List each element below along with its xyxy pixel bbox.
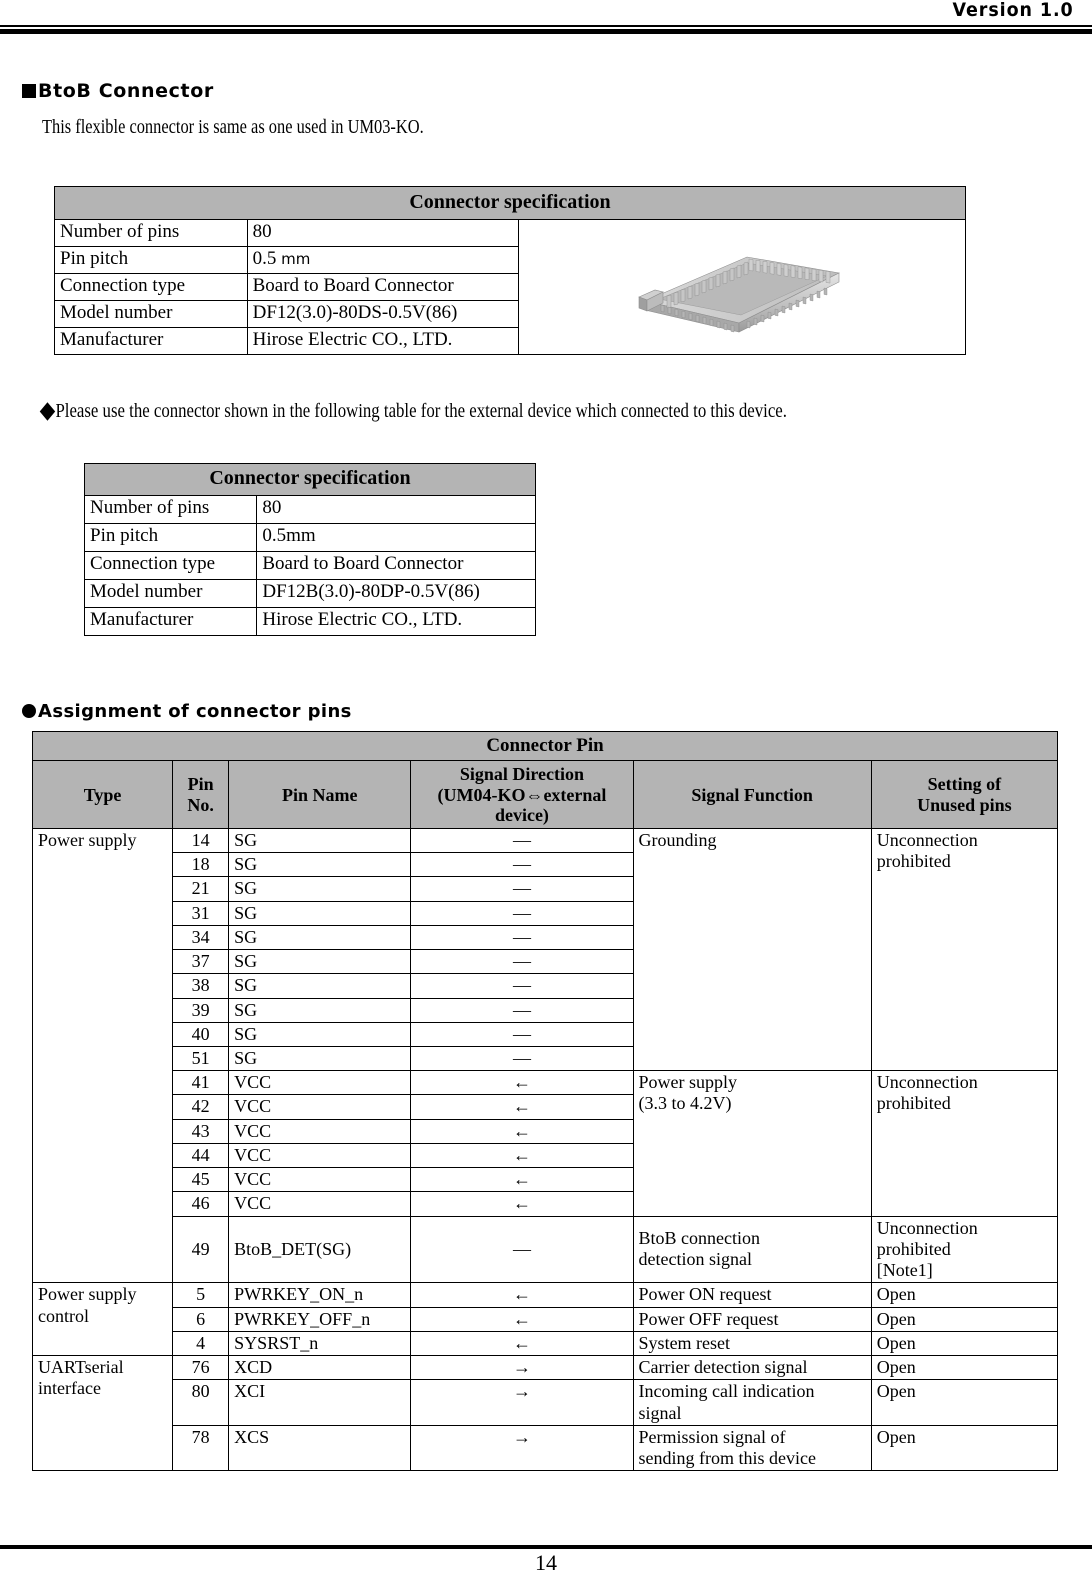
spec2-label-pitch: Pin pitch xyxy=(85,524,257,552)
pin-name: SG xyxy=(229,828,411,852)
table-row xyxy=(33,1356,1058,1380)
pin-name: SG xyxy=(229,877,411,901)
pin-direction: — xyxy=(411,1022,633,1046)
table-row xyxy=(33,1425,1058,1470)
pin-no: 44 xyxy=(173,1143,229,1167)
connector-usage-note-label: Please use the connector shown in the following table for the external device which connected to this device. xyxy=(55,400,787,422)
table-row xyxy=(85,524,536,552)
spec1-label-model: Model number xyxy=(55,301,248,328)
pin-no: 43 xyxy=(173,1119,229,1143)
spec2-value-mfr: Hirose Electric CO., LTD. xyxy=(257,608,536,636)
row-type-l1: Power supply xyxy=(38,1284,137,1305)
pin-no: 14 xyxy=(173,828,229,852)
pin-direction: ← xyxy=(411,1071,633,1095)
circle-bullet-icon xyxy=(22,704,36,718)
pin-no: 78 xyxy=(173,1425,229,1470)
pin-no: 49 xyxy=(173,1216,229,1283)
header-rule-thick xyxy=(0,29,1092,34)
spec1-value-model: DF12(3.0)-80DS-0.5V(86) xyxy=(247,301,518,328)
pin-name: SG xyxy=(229,853,411,877)
col-header-pin-no-l2: No. xyxy=(187,794,214,815)
col-header-type: Type xyxy=(33,761,173,828)
unused-setting-l2: prohibited xyxy=(876,1238,951,1259)
pin-direction: → xyxy=(411,1425,633,1470)
table-row xyxy=(33,1216,1058,1283)
pin-name: VCC xyxy=(229,1119,411,1143)
col-header-direction-l1: Signal Direction xyxy=(459,764,585,785)
signal-function: Carrier detection signal xyxy=(633,1356,871,1380)
pin-name: PWRKEY_ON_n xyxy=(229,1283,411,1307)
pin-name: VCC xyxy=(229,1071,411,1095)
pin-no: 34 xyxy=(173,925,229,949)
pin-no: 80 xyxy=(173,1380,229,1425)
unused-setting-l2: prohibited xyxy=(876,1093,951,1114)
unused-setting: Open xyxy=(871,1356,1057,1380)
row-type-uart-serial-interface xyxy=(33,1356,173,1471)
signal-function xyxy=(633,1380,871,1425)
row-type-power-supply-control xyxy=(33,1283,173,1356)
row-type-l2: interface xyxy=(38,1378,101,1399)
pin-no: 37 xyxy=(173,950,229,974)
intro-paragraph: This flexible connector is same as one used in UM03-KO. xyxy=(42,116,424,138)
pin-no: 41 xyxy=(173,1071,229,1095)
pin-direction: ← xyxy=(411,1095,633,1119)
pin-direction: ← xyxy=(411,1331,633,1355)
pin-name: SG xyxy=(229,901,411,925)
spec1-label-mfr: Manufacturer xyxy=(55,328,248,355)
spec2-value-pitch: 0.5mm xyxy=(257,524,536,552)
pin-name: VCC xyxy=(229,1168,411,1192)
table-row xyxy=(33,1283,1058,1307)
spec2-value-conntype: Board to Board Connector xyxy=(257,552,536,580)
pin-name: BtoB_DET(SG) xyxy=(229,1216,411,1283)
spec1-label-pins: Number of pins xyxy=(55,220,248,247)
col-header-signal-function: Signal Function xyxy=(633,761,871,828)
pin-name: XCI xyxy=(229,1380,411,1425)
col-header-direction-l3: device) xyxy=(494,804,549,825)
table-row xyxy=(85,552,536,580)
pin-no: 39 xyxy=(173,998,229,1022)
unused-setting-l2: prohibited xyxy=(876,851,951,872)
pin-direction: — xyxy=(411,901,633,925)
pin-direction: ← xyxy=(411,1307,633,1331)
signal-function: System reset xyxy=(633,1331,871,1355)
spec2-label-pins: Number of pins xyxy=(85,496,257,524)
signal-function: Power ON request xyxy=(633,1283,871,1307)
unused-setting: Open xyxy=(871,1307,1057,1331)
pin-direction: ← xyxy=(411,1143,633,1167)
unused-setting-note: [Note1] xyxy=(876,1260,933,1281)
signal-function xyxy=(633,1425,871,1470)
connector-photo-cell xyxy=(518,220,966,355)
pin-no: 45 xyxy=(173,1168,229,1192)
section-heading-btob-connector-label: BtoB Connector xyxy=(38,80,214,102)
pin-name: SG xyxy=(229,974,411,998)
spec2-label-model: Model number xyxy=(85,580,257,608)
pin-direction: → xyxy=(411,1356,633,1380)
spec2-value-model: DF12B(3.0)-80DP-0.5V(86) xyxy=(257,580,536,608)
page-number: 14 xyxy=(535,1550,557,1575)
pin-name: SG xyxy=(229,950,411,974)
pin-direction: — xyxy=(411,998,633,1022)
spec1-label-pitch: Pin pitch xyxy=(55,247,248,274)
header-rule-thin xyxy=(0,25,1092,27)
pin-no: 38 xyxy=(173,974,229,998)
page-header xyxy=(0,0,1092,40)
pin-no: 76 xyxy=(173,1356,229,1380)
pin-direction: ← xyxy=(411,1168,633,1192)
pin-name: VCC xyxy=(229,1095,411,1119)
table-row xyxy=(33,1331,1058,1355)
spec1-value-pins: 80 xyxy=(247,220,518,247)
pin-no: 31 xyxy=(173,901,229,925)
signal-function-l1: BtoB connection xyxy=(638,1228,761,1249)
table-row xyxy=(85,580,536,608)
spec2-label-mfr: Manufacturer xyxy=(85,608,257,636)
spec1-label-conntype: Connection type xyxy=(55,274,248,301)
spec2-label-conntype: Connection type xyxy=(85,552,257,580)
pin-direction: ← xyxy=(411,1192,633,1216)
spec1-value-pitch xyxy=(247,247,518,274)
unused-setting: Open xyxy=(871,1425,1057,1470)
signal-function-l1: Permission signal of xyxy=(638,1426,786,1447)
signal-function-l2: detection signal xyxy=(638,1249,753,1270)
signal-function: Power OFF request xyxy=(633,1307,871,1331)
spec1-title: Connector specification xyxy=(55,187,966,220)
col-header-pin-no-l1: Pin xyxy=(187,774,214,795)
table-row xyxy=(33,1307,1058,1331)
signal-function: Grounding xyxy=(633,828,871,1070)
diamond-bullet-icon xyxy=(40,402,55,420)
spec2-title: Connector specification xyxy=(85,464,536,496)
pin-direction: — xyxy=(411,950,633,974)
signal-function-l1: Power supply xyxy=(638,1072,738,1093)
pintable-title-row xyxy=(33,732,1058,761)
connector-spec-table-1 xyxy=(54,186,966,355)
table-title-row xyxy=(85,464,536,496)
table-title-row xyxy=(55,187,966,220)
row-type-power-supply: Power supply xyxy=(33,828,173,1282)
section-heading-pin-assignment xyxy=(22,701,352,722)
col-header-pin-name: Pin Name xyxy=(229,761,411,828)
pin-direction: — xyxy=(411,1046,633,1070)
table-row xyxy=(33,1071,1058,1095)
table-row xyxy=(85,608,536,636)
unused-setting-l1: Unconnection xyxy=(876,1072,978,1093)
board-to-board-connector-icon xyxy=(627,239,857,335)
pin-name: VCC xyxy=(229,1143,411,1167)
unused-setting xyxy=(871,828,1057,1070)
pin-name: PWRKEY_OFF_n xyxy=(229,1307,411,1331)
row-type-l2: control xyxy=(38,1305,89,1326)
spec2-value-pins: 80 xyxy=(257,496,536,524)
spec1-pitch-unit: mm xyxy=(281,250,311,268)
signal-function xyxy=(633,1071,871,1216)
col-header-unused-setting xyxy=(871,761,1057,828)
pin-no: 42 xyxy=(173,1095,229,1119)
table-row xyxy=(33,1380,1058,1425)
pin-no: 51 xyxy=(173,1046,229,1070)
spec1-value-conntype: Board to Board Connector xyxy=(247,274,518,301)
footer-rule xyxy=(0,1545,1092,1549)
table-row xyxy=(55,220,966,247)
col-header-unused-l2: Unused pins xyxy=(917,794,1012,815)
unused-setting: Open xyxy=(871,1331,1057,1355)
signal-function-l2: signal xyxy=(638,1402,682,1423)
pin-direction: → xyxy=(411,1380,633,1425)
pin-no: 21 xyxy=(173,877,229,901)
pin-no: 6 xyxy=(173,1307,229,1331)
unused-setting: Open xyxy=(871,1380,1057,1425)
pin-direction: ← xyxy=(411,1283,633,1307)
spec1-value-mfr: Hirose Electric CO., LTD. xyxy=(247,328,518,355)
pin-name: VCC xyxy=(229,1192,411,1216)
signal-function-l2: (3.3 to 4.2V) xyxy=(638,1093,732,1114)
section-heading-btob-connector xyxy=(22,80,214,102)
pin-name: SG xyxy=(229,998,411,1022)
col-header-direction-l2: (UM04-KO⇔external xyxy=(437,784,607,805)
signal-function-l1: Incoming call indication xyxy=(638,1381,815,1402)
pin-direction: — xyxy=(411,877,633,901)
col-header-pin-no xyxy=(173,761,229,828)
pin-name: SYSRST_n xyxy=(229,1331,411,1355)
pin-no: 4 xyxy=(173,1331,229,1355)
square-bullet-icon xyxy=(22,84,36,98)
unused-setting xyxy=(871,1216,1057,1283)
unused-setting-l1: Unconnection xyxy=(876,829,978,850)
col-header-unused-l1: Setting of xyxy=(927,774,1002,795)
pin-direction: — xyxy=(411,828,633,852)
pin-no: 46 xyxy=(173,1192,229,1216)
pin-name: SG xyxy=(229,1046,411,1070)
connector-pin-assignment-table xyxy=(32,731,1058,1471)
pin-direction: ← xyxy=(411,1119,633,1143)
connector-spec-table-2 xyxy=(84,463,536,636)
unused-setting: Open xyxy=(871,1283,1057,1307)
pintable-title: Connector Pin xyxy=(33,732,1058,761)
pin-no: 18 xyxy=(173,853,229,877)
pin-name: SG xyxy=(229,925,411,949)
signal-function-l2: sending from this device xyxy=(638,1447,817,1468)
pin-no: 5 xyxy=(173,1283,229,1307)
pin-name: XCD xyxy=(229,1356,411,1380)
pin-direction: — xyxy=(411,1216,633,1283)
unused-setting xyxy=(871,1071,1057,1216)
version-label: Version 1.0 xyxy=(952,0,1074,21)
pin-name: SG xyxy=(229,1022,411,1046)
table-row xyxy=(85,496,536,524)
pin-direction: — xyxy=(411,853,633,877)
pin-direction: — xyxy=(411,974,633,998)
section-heading-pin-assignment-label: Assignment of connector pins xyxy=(38,701,352,722)
pin-name: XCS xyxy=(229,1425,411,1470)
unused-setting-l1: Unconnection xyxy=(876,1217,978,1238)
spec1-pitch-number: 0.5 xyxy=(252,248,277,269)
pintable-header-row xyxy=(33,761,1058,828)
signal-function xyxy=(633,1216,871,1283)
col-header-signal-direction xyxy=(411,761,633,828)
row-type-l1: UARTserial xyxy=(38,1357,124,1378)
pin-no: 40 xyxy=(173,1022,229,1046)
connector-usage-note xyxy=(42,400,787,423)
table-row xyxy=(33,828,1058,852)
pin-direction: — xyxy=(411,925,633,949)
